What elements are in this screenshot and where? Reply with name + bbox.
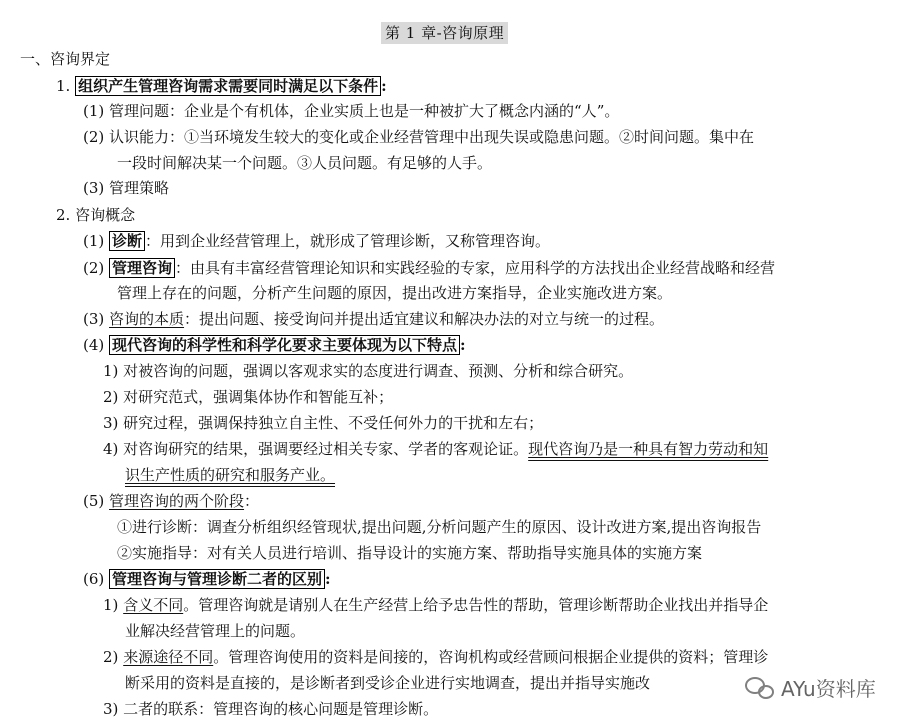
concept-4-title: 现代咨询的科学性和科学化要求主要体现为以下特点	[109, 335, 460, 355]
concept-2-term: 管理咨询	[109, 258, 175, 278]
concept-2-number: (2)	[83, 259, 105, 277]
difference-1	[103, 595, 768, 615]
difference-2-text: 。管理咨询使用的资料是间接的，咨询机构或经营顾问根据企业提供的资料；管理诊	[213, 648, 769, 666]
concept-1-text: ：用到企业经营管理上，就形成了管理诊断，又称管理咨询。	[145, 232, 551, 250]
concept-1	[83, 231, 550, 251]
point-1-item-1: (1) 管理问题：企业是个有机体，企业实质上也是一种被扩大了概念内涵的“人”。	[83, 102, 620, 120]
watermark	[745, 670, 876, 704]
difference-1-number: 1)	[103, 596, 119, 614]
difference-1-term: 含义不同	[123, 596, 184, 614]
concept-5-number: (5)	[83, 492, 105, 510]
concept-4	[83, 335, 466, 355]
concept-6	[83, 569, 331, 589]
concept-3-text: ：提出问题、接受询问并提出适宜建议和解决办法的对立与统一的过程。	[184, 310, 665, 328]
point-1-heading	[56, 76, 387, 96]
feature-3: 3) 研究过程，强调保持独立自主性、不受任何外力的干扰和左右；	[103, 414, 544, 432]
point-2-heading: 2. 咨询概念	[56, 206, 136, 224]
difference-2	[103, 647, 768, 667]
watermark-text: AYu资料库	[781, 676, 876, 701]
difference-1-cont: 业解决经营管理上的问题。	[125, 622, 306, 640]
concept-3-term: 咨询的本质	[109, 310, 185, 328]
point-1-item-3: (3) 管理策略	[83, 179, 170, 197]
concept-3-number: (3)	[83, 310, 105, 328]
concept-4-number: (4)	[83, 336, 105, 354]
concept-1-number: (1)	[83, 232, 105, 250]
feature-4	[103, 439, 768, 459]
point-1-colon: :	[381, 77, 387, 95]
relation: 3) 二者的联系：管理咨询的核心问题是管理诊断。	[103, 700, 439, 718]
concept-3	[83, 309, 664, 329]
feature-4-text: 4) 对咨询研究的结果，强调要经过相关专家、学者的客观论证。	[103, 440, 529, 458]
point-1-title: 组织产生管理咨询需求需要同时满足以下条件	[75, 76, 381, 96]
section-heading: 一、咨询界定	[20, 50, 111, 68]
concept-6-title: 管理咨询与管理诊断二者的区别	[109, 569, 325, 589]
point-1-item-2-cont: 一段时间解决某一个问题。③人员问题。有足够的人手。	[117, 154, 493, 172]
difference-1-text: 。管理咨询就是请别人在生产经营上给予忠告性的帮助，管理诊断帮助企业找出并指导企	[183, 596, 769, 614]
feature-2: 2) 对研究范式，强调集体协作和智能互补；	[103, 388, 394, 406]
concept-2-cont: 管理上存在的问题，分析产生问题的原因，提出改进方案指导，企业实施改进方案。	[117, 284, 673, 302]
wechat-icon	[745, 676, 775, 698]
difference-2-cont: 断采用的资料是直接的，是诊断者到受诊企业进行实地调查，提出并指导实施改	[125, 674, 651, 692]
concept-5-title: 管理咨询的两个阶段	[109, 492, 245, 510]
feature-4-cont	[125, 465, 335, 485]
stage-1: ①进行诊断：调查分析组织经管现状,提出问题,分析问题产生的原因、设计改进方案,提出咨询报告	[117, 518, 762, 536]
feature-1: 1) 对被咨询的问题，强调以客观求实的态度进行调查、预测、分析和综合研究。	[103, 362, 634, 380]
concept-2	[83, 258, 775, 278]
difference-2-term: 来源途径不同	[123, 648, 214, 666]
chapter-title: 第 1 章-咨询原理	[381, 22, 508, 44]
concept-5-colon: ：	[244, 492, 260, 510]
difference-2-number: 2)	[103, 648, 119, 666]
concept-6-number: (6)	[83, 570, 105, 588]
concept-2-text: ：由具有丰富经营管理论知识和实践经验的专家，应用科学的方法找出企业经营战略和经营	[175, 259, 776, 277]
point-1-item-2: (2) 认识能力：①当环境发生较大的变化或企业经营管理中出现失误或隐患问题。②时间问题。集中在	[83, 128, 755, 146]
feature-4-highlight-cont: 识生产性质的研究和服务产业。	[125, 466, 336, 484]
stage-2: ②实施指导：对有关人员进行培训、指导设计的实施方案、帮助指导实施具体的实施方案	[117, 544, 703, 562]
concept-4-colon: :	[460, 336, 466, 354]
feature-4-highlight: 现代咨询乃是一种具有智力劳动和知	[528, 440, 769, 458]
concept-5	[83, 491, 259, 511]
concept-1-term: 诊断	[109, 231, 145, 251]
point-1-number: 1.	[56, 77, 71, 95]
concept-6-colon: :	[325, 570, 331, 588]
